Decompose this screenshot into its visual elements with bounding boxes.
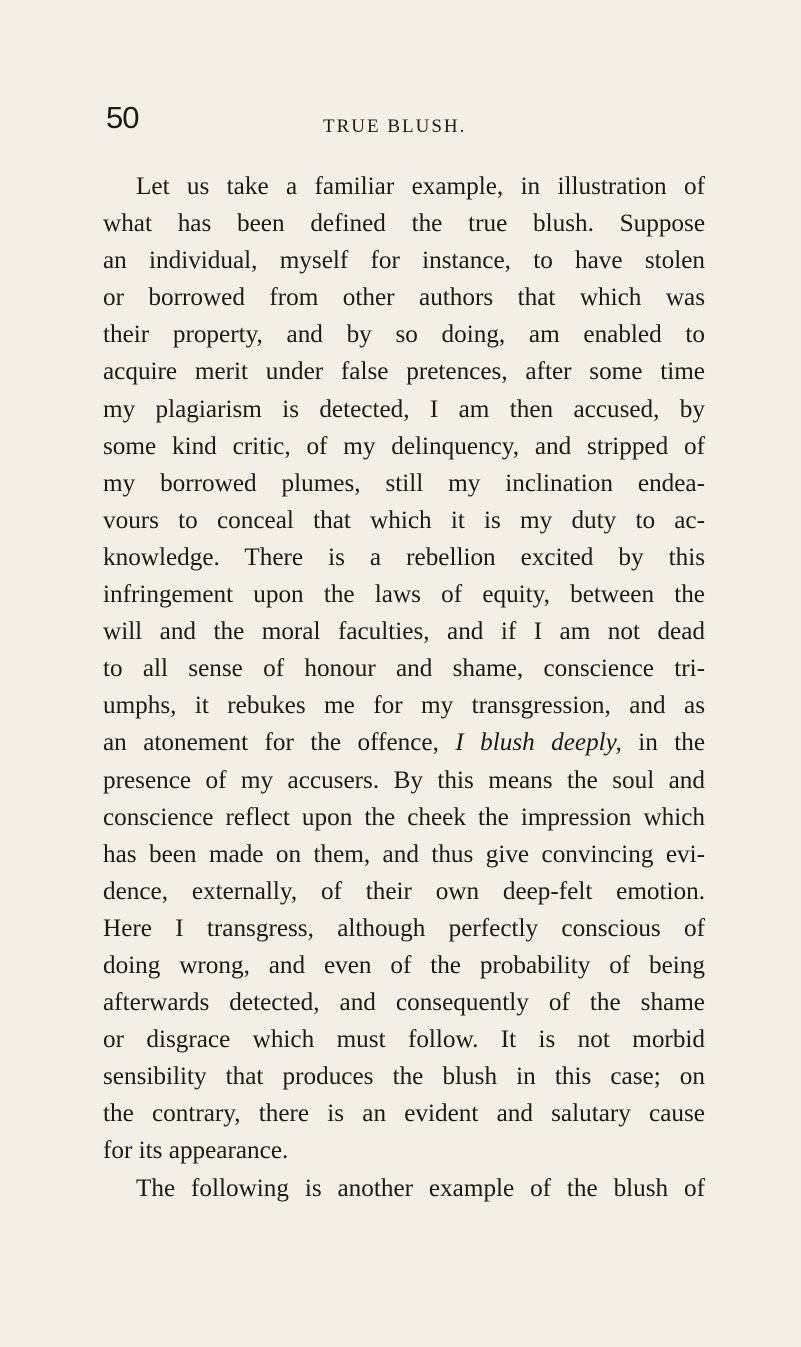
text-line: afterwards detected, and consequently of the shame [103,989,705,1017]
text-line: dence, externally, of their own deep-felt emotion. [103,877,705,905]
text-line: or borrowed from other authors that which was [103,284,705,312]
page-number: 50 [106,100,139,135]
text-line: or disgrace which must follow. It is not morbid [103,1026,705,1054]
text-line: the contrary, there is an evident and salutary cause [103,1100,705,1128]
text-line: conscience reflect upon the cheek the impression which [103,803,705,831]
text-line: for its appearance. [103,1137,289,1165]
text-line: vours to conceal that which it is my duty to ac- [103,506,705,534]
text-line: to all sense of honour and shame, conscience tri- [103,655,705,683]
text-line: Here I transgress, although perfectly conscious of [103,914,705,942]
text-line: my plagiarism is detected, I am then accused, by [103,395,705,423]
text-line: an individual, myself for instance, to have stolen [103,247,705,275]
text-line: The following is another example of the blush of [136,1174,705,1202]
text-line: some kind critic, of my delinquency, and stripped of [103,432,705,460]
text-line: will and the moral faculties, and if I am not dead [103,618,705,646]
text-segment: an atonement for the offence, [103,729,439,757]
text-line: their property, and by so doing, am enabled to [103,321,705,349]
text-line: doing wrong, and even of the probability of being [103,951,705,979]
text-line-with-italic [103,724,705,761]
text-line: what has been defined the true blush. Suppose [103,210,705,238]
text-line: my borrowed plumes, still my inclination endea- [103,469,705,497]
text-line: presence of my accusers. By this means the soul and [103,766,705,794]
text-line: umphs, it rebukes me for my transgression, and as [103,692,705,720]
body-text [103,168,705,1207]
running-head: TRUE BLUSH. [323,116,467,137]
text-line: infringement upon the laws of equity, between the [103,581,705,609]
text-line: has been made on them, and thus give convincing evi- [103,840,705,868]
text-line: Let us take a familiar example, in illustration of [136,173,705,200]
text-line: acquire merit under false pretences, after some time [103,358,705,386]
italic-phrase: I blush deeply, [455,729,622,757]
text-line: sensibility that produces the blush in this case; on [103,1063,705,1091]
text-segment: in the [638,729,705,757]
text-line: knowledge. There is a rebellion excited by this [103,543,705,571]
